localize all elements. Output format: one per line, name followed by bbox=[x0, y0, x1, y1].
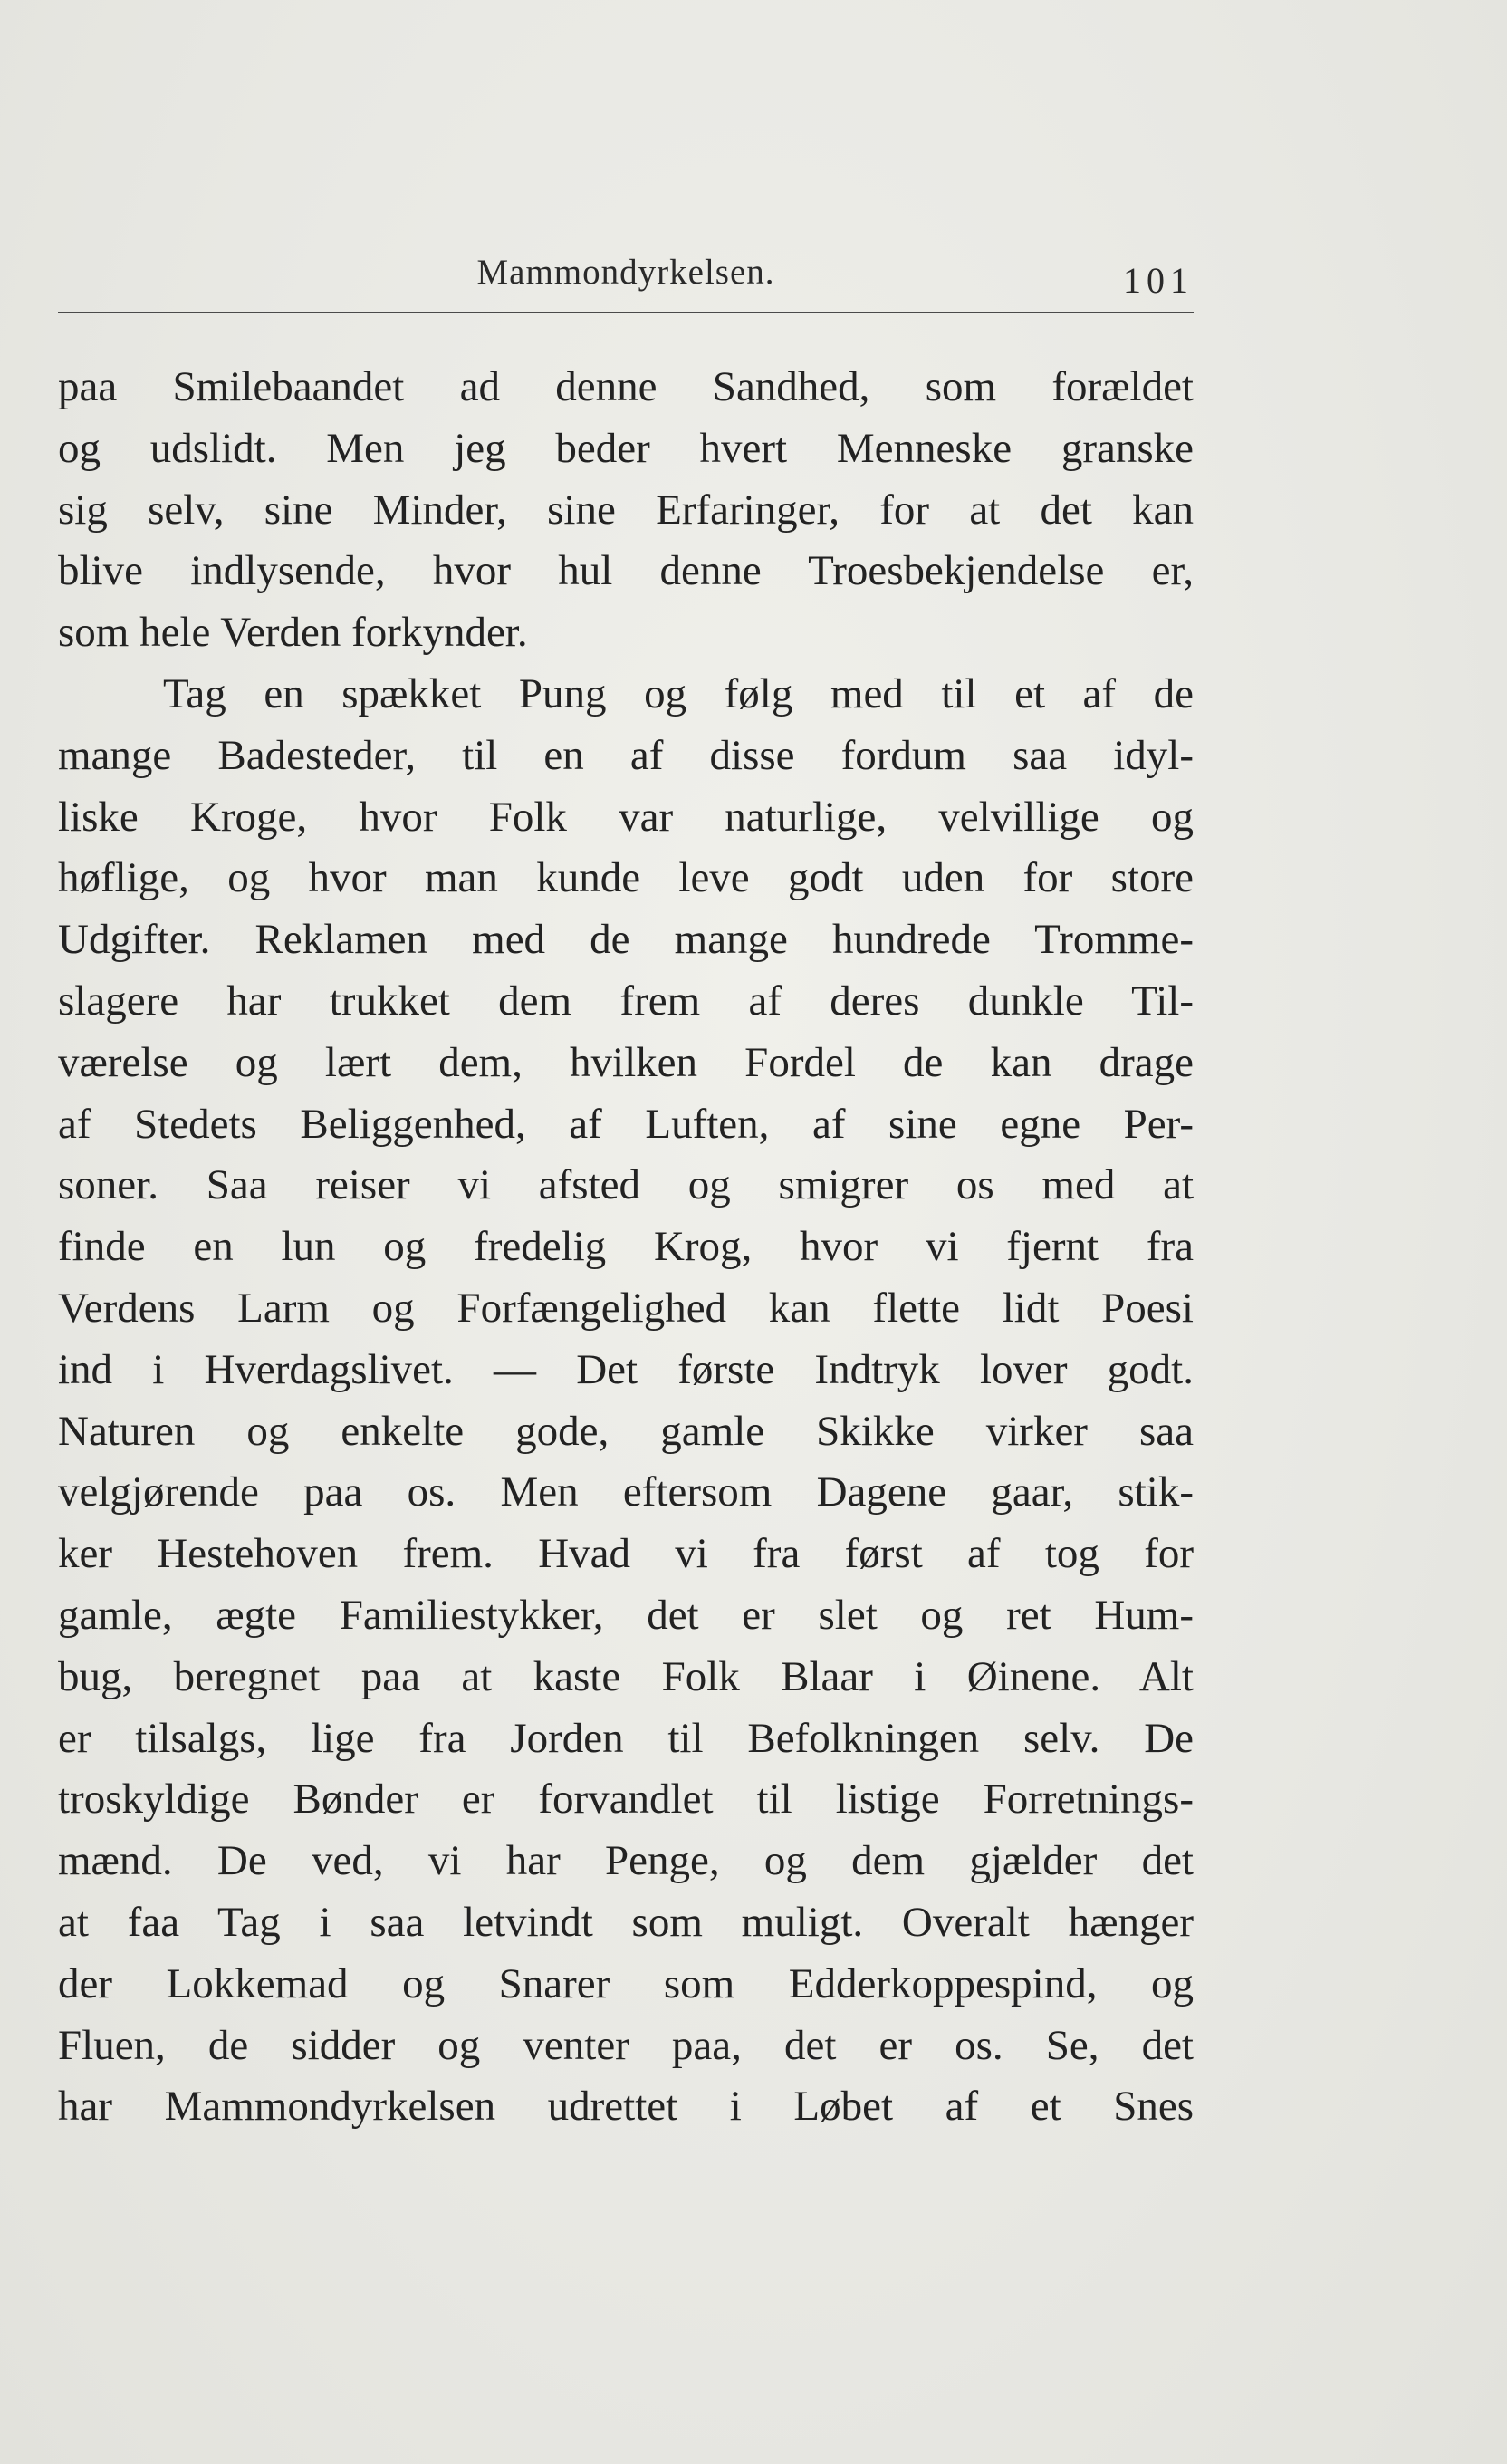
running-title: Mammondyrkelsen. bbox=[476, 253, 775, 292]
text-line: bug, beregnet paa at kaste Folk Blaar i Øinene. Alt bbox=[58, 1652, 1194, 1700]
text-line: der Lokkemad og Snarer som Edderkoppespind, og bbox=[58, 1959, 1194, 2007]
text-line: liske Kroge, hvor Folk var naturlige, velvillige og bbox=[58, 793, 1194, 841]
text-line: er tilsalgs, lige fra Jorden til Befolkningen selv. De bbox=[58, 1714, 1194, 1762]
text-line: ind i Hverdagslivet. — Det første Indtryk lover godt. bbox=[58, 1345, 1194, 1393]
text-line: af Stedets Beliggenhed, af Luften, af sine egne Per- bbox=[58, 1100, 1194, 1148]
text-line: at faa Tag i saa letvindt som muligt. Overalt hænger bbox=[58, 1898, 1194, 1946]
page-header bbox=[58, 243, 1194, 301]
text-line: ker Hestehoven frem. Hvad vi fra først af tog for bbox=[58, 1530, 1194, 1578]
text-line: Fluen, de sidder og venter paa, det er os. Se, det bbox=[58, 2021, 1194, 2069]
text-line: som hele Verden forkynder. bbox=[58, 609, 528, 657]
text-line: paa Smilebaandet ad denne Sandhed, som forældet bbox=[58, 363, 1194, 410]
text-line: velgjørende paa os. Men eftersom Dagene gaar, stik- bbox=[58, 1468, 1194, 1516]
text-line: og udslidt. Men jeg beder hvert Menneske granske bbox=[58, 424, 1194, 472]
text-line: mænd. De ved, vi har Penge, og dem gjælder det bbox=[58, 1837, 1194, 1885]
body-text bbox=[58, 357, 1194, 2138]
page-number: 101 bbox=[1123, 260, 1194, 301]
text-line: blive indlysende, hvor hul denne Troesbekjendelse er, bbox=[58, 547, 1194, 595]
text-line: Tag en spækket Pung og følg med til et af de bbox=[163, 669, 1194, 717]
text-line: gamle, ægte Familiestykker, det er slet og ret Hum- bbox=[58, 1591, 1194, 1639]
text-line: finde en lun og fredelig Krog, hvor vi fjernt fra bbox=[58, 1223, 1194, 1271]
text-line: høflige, og hvor man kunde leve godt uden for store bbox=[58, 854, 1194, 902]
text-line: Udgifter. Reklamen med de mange hundrede Tromme- bbox=[58, 916, 1194, 964]
text-line: sig selv, sine Minder, sine Erfaringer, for at det kan bbox=[58, 486, 1194, 534]
text-line: slagere har trukket dem frem af deres dunkle Til- bbox=[58, 977, 1194, 1025]
text-line: Verdens Larm og Forfængelighed kan flette lidt Poesi bbox=[58, 1284, 1194, 1332]
text-line: mange Badesteder, til en af disse fordum saa idyl- bbox=[58, 731, 1194, 779]
text-line: troskyldige Bønder er forvandlet til listige Forretnings- bbox=[58, 1776, 1194, 1824]
text-line: værelse og lært dem, hvilken Fordel de kan drage bbox=[58, 1038, 1194, 1086]
text-line: Naturen og enkelte gode, gamle Skikke virker saa bbox=[58, 1407, 1194, 1455]
header-rule bbox=[58, 312, 1194, 313]
text-line: har Mammondyrkelsen udrettet i Løbet af et Snes bbox=[58, 2083, 1194, 2131]
text-line: soner. Saa reiser vi afsted og smigrer os med at bbox=[58, 1161, 1194, 1209]
